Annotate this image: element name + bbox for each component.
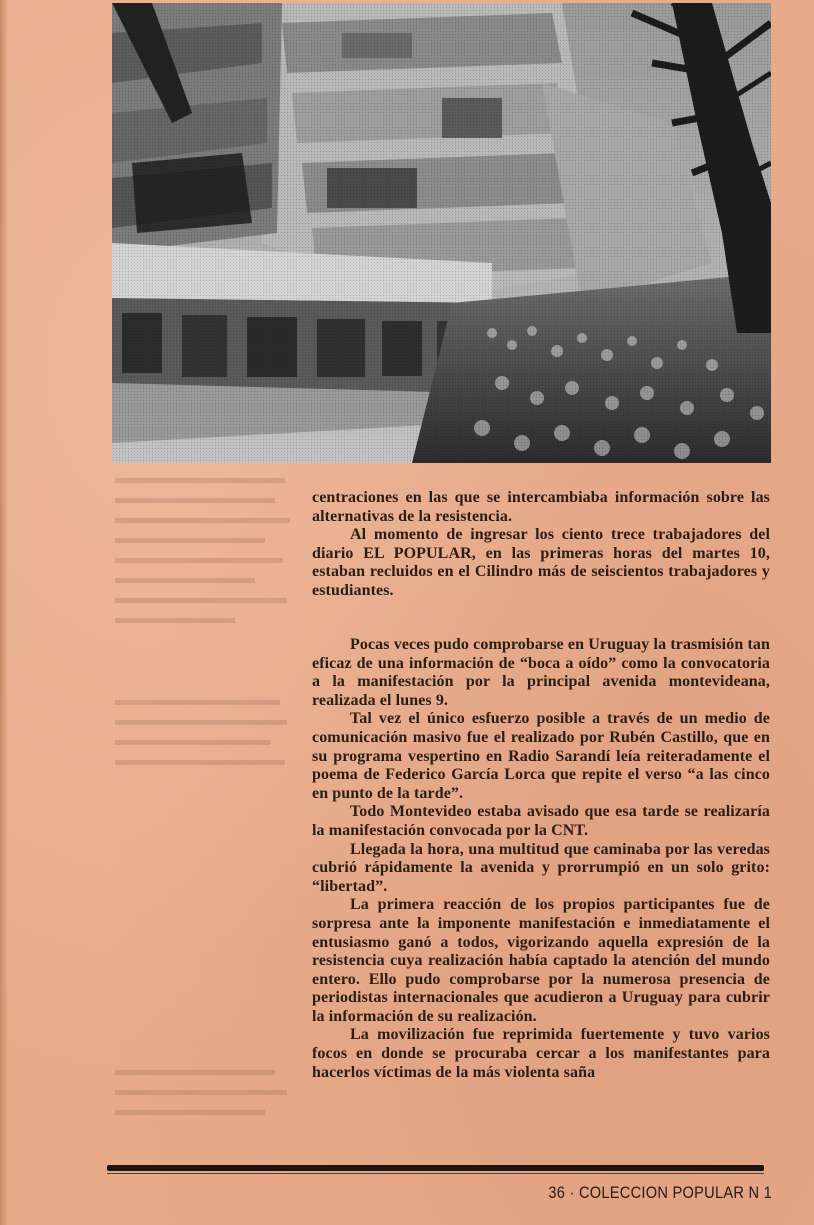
footer-rule: [107, 1165, 764, 1171]
paragraph: Tal vez el único esfuerzo posible a través de un medio de comunicación masivo fue el realizado por Rubén Castillo, que en su programa vespertino en Radio Sarandí leía reiteradamente el poema de Federico García Lorca que repite el verso “a las cinco en punto de la tarde”.: [312, 710, 770, 802]
show-through-ghost-text: [115, 470, 295, 1170]
photo-illustration: [112, 3, 771, 463]
page-footer-label: 36 · COLECCION POPULAR N 1: [548, 1183, 772, 1202]
paragraph: Llegada la hora, una multitud que caminaba por las veredas cubrió rápidamente la avenida y prorrumpió en un solo grito: “libertad”.: [312, 840, 770, 895]
paragraph: centraciones en las que se intercambiaba información sobre las alternativas de la resistencia.: [312, 489, 770, 525]
paragraph: Al momento de ingresar los ciento trece trabajadores del diario EL POPULAR, en las primeras horas del martes 10, estaban recluidos en el Cilindro más de seiscientos trabajadores y estudiantes.: [312, 526, 770, 599]
footer-rule-thin: [107, 1173, 764, 1174]
demonstration-photo: [112, 3, 771, 463]
article-text-top: [312, 489, 770, 601]
paragraph: La primera reacción de los propios participantes fue de sorpresa ante la imponente manifestación e inmediatamente el entusiasmo ganó a todos, vigorizando aquella expresión de la resistencia cuya realización había captado la atención del mundo entero. Ello pudo comprobarse por la numerosa presencia de periodistas internacionales que acudieron a Uruguay para cubrir la información de su realización.: [312, 896, 770, 1025]
paragraph: Todo Montevideo estaba avisado que esa tarde se realizaría la manifestación convocada por la CNT.: [312, 803, 770, 839]
page-edge-shadow: [0, 0, 8, 1225]
article-text-main: [312, 636, 770, 1082]
paragraph: Pocas veces pudo comprobarse en Uruguay la trasmisión tan eficaz de una información de “boca a oído” como la convocatoria a la manifestación por la principal avenida montevideana, realizada el lunes 9.: [312, 636, 770, 709]
paragraph: La movilización fue reprimida fuertemente y tuvo varios focos en donde se procuraba cercar a los manifestantes para hacerlos víctimas de la más violenta saña: [312, 1026, 770, 1081]
